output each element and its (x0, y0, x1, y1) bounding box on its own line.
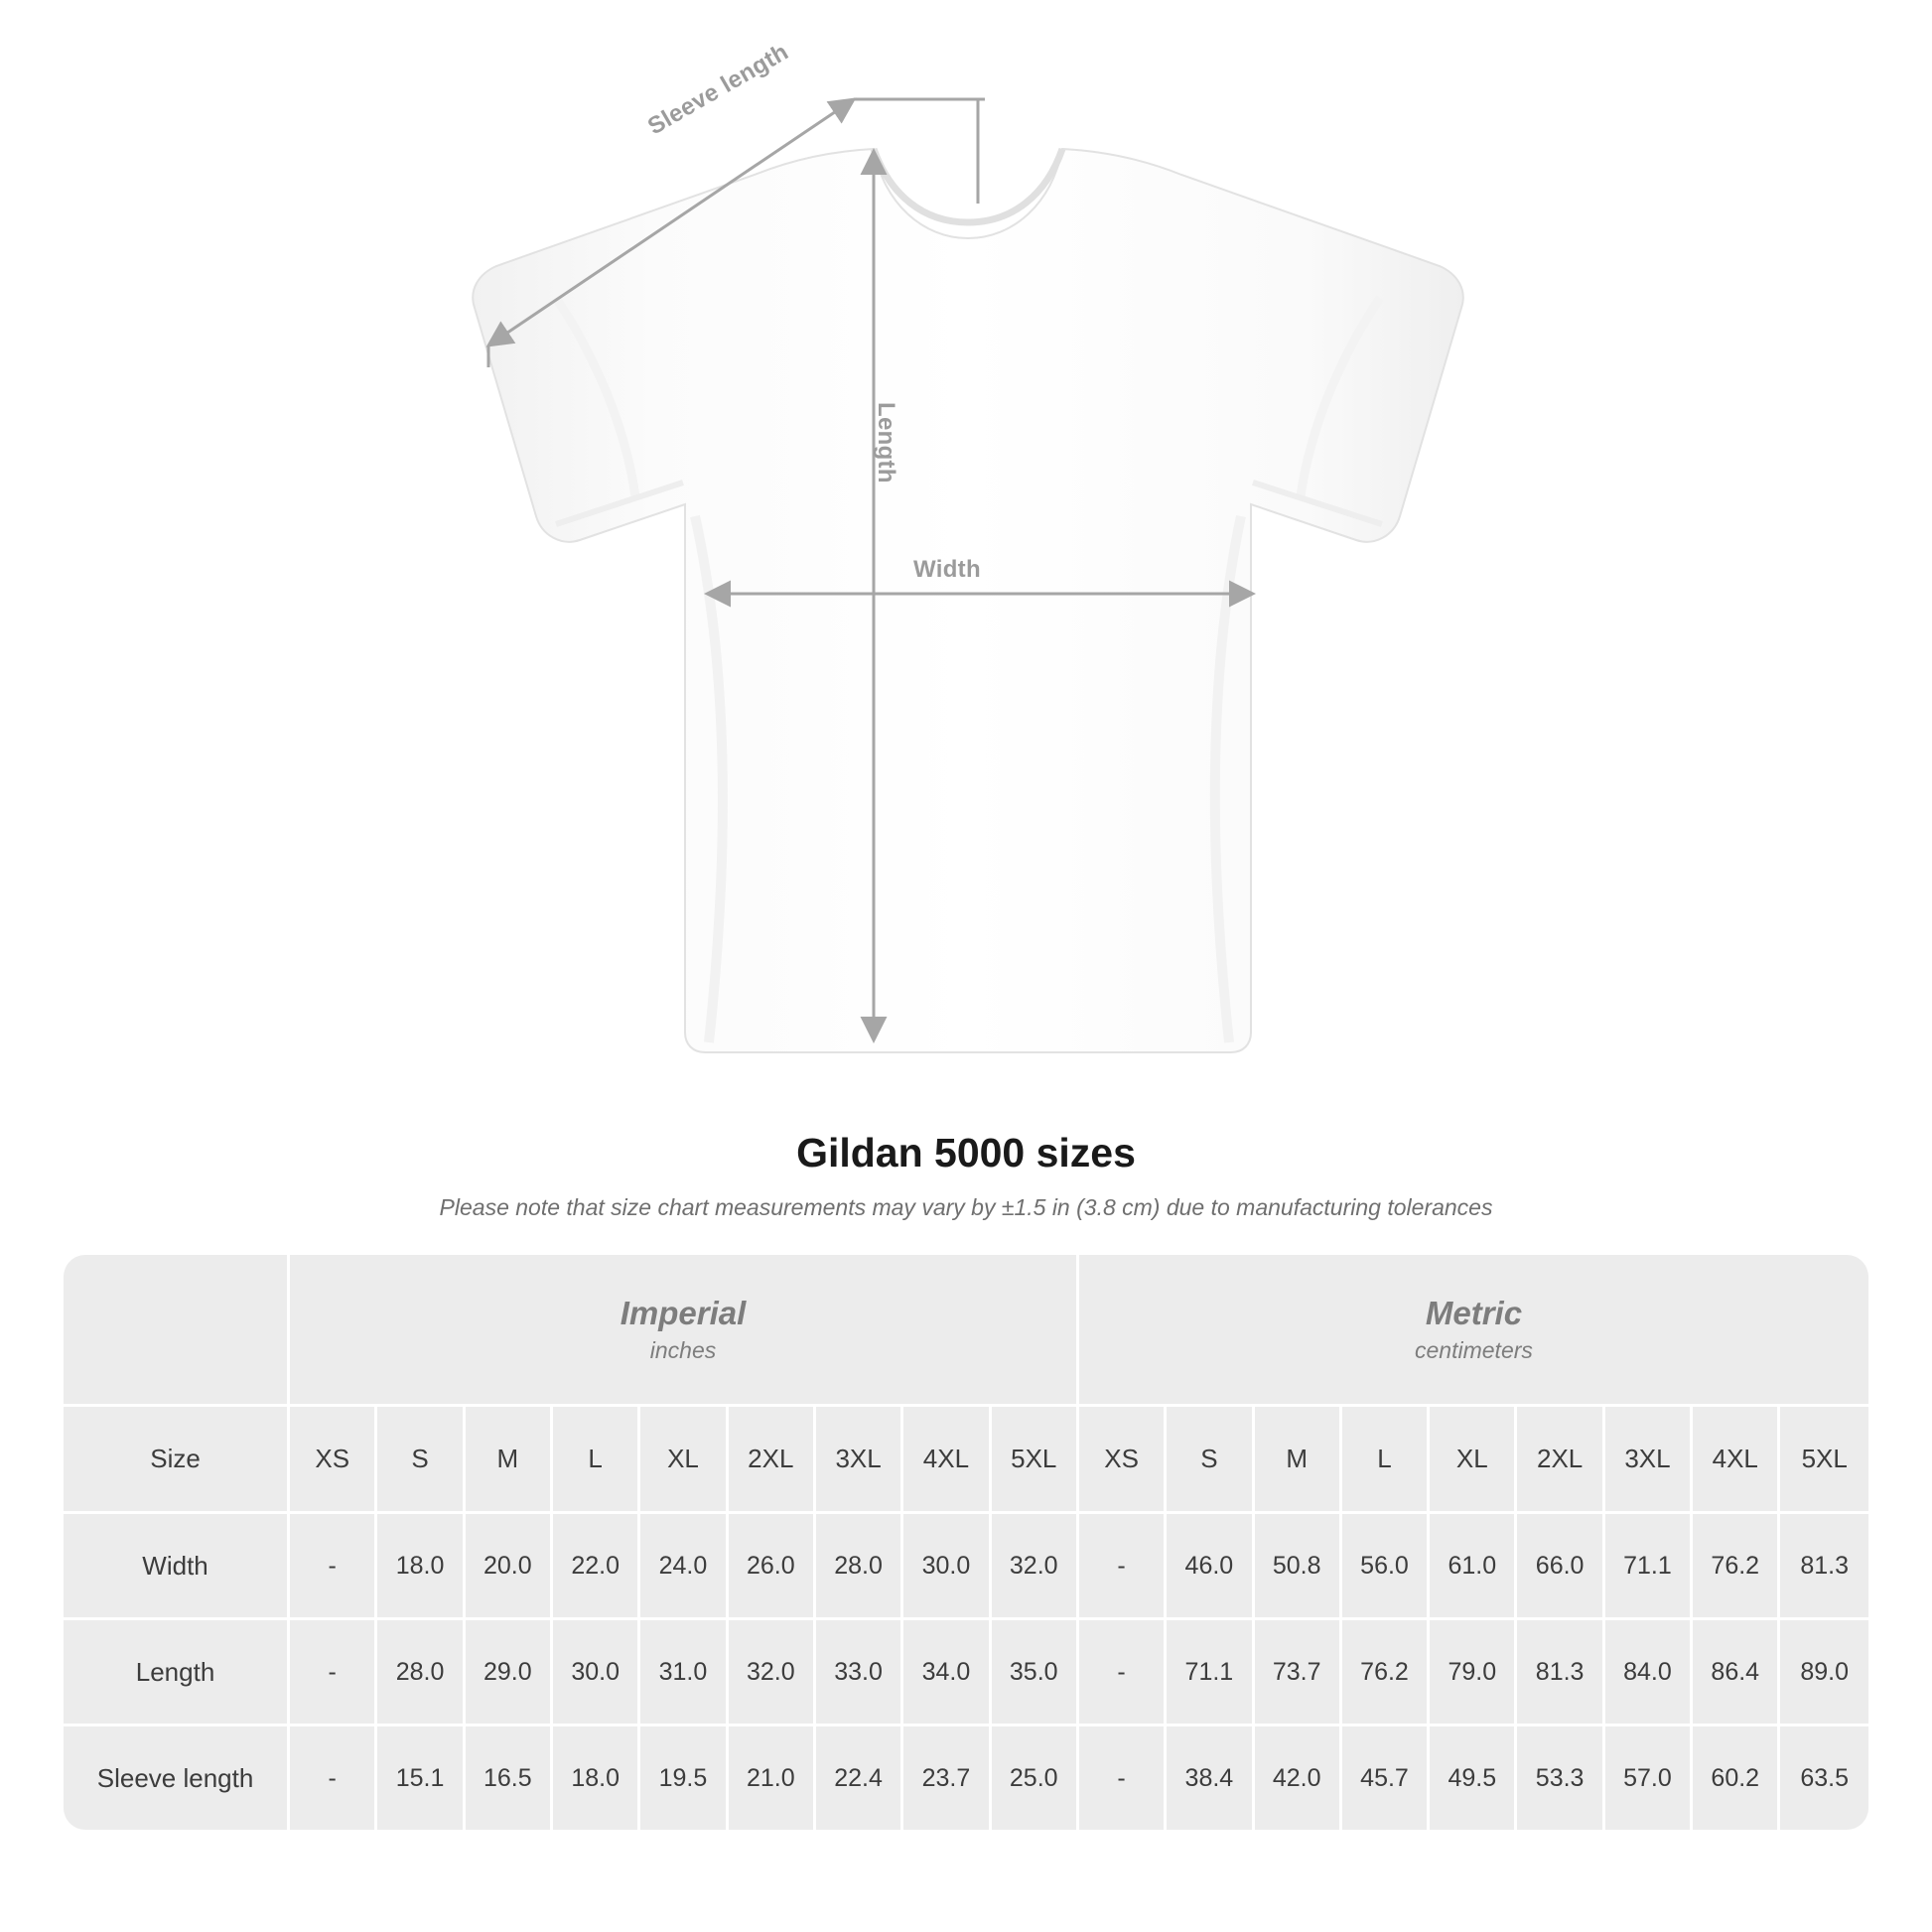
tshirt-shape (473, 149, 1462, 1052)
measurement-cell: 22.0 (553, 1514, 640, 1620)
size-header-cell: L (1342, 1407, 1430, 1514)
measurement-cell: 86.4 (1693, 1620, 1780, 1726)
measurement-cell: 56.0 (1342, 1514, 1430, 1620)
size-header-cell: XS (1079, 1407, 1167, 1514)
size-header-cell: 5XL (1780, 1407, 1868, 1514)
page-title: Gildan 5000 sizes (796, 1130, 1136, 1175)
size-header-cell: 4XL (903, 1407, 991, 1514)
size-header-cell: 3XL (1605, 1407, 1693, 1514)
unit-group-sub: centimeters (1415, 1336, 1533, 1363)
size-header-cell: L (553, 1407, 640, 1514)
measurement-cell: 20.0 (466, 1514, 553, 1620)
measurement-cell: 61.0 (1430, 1514, 1517, 1620)
measurement-cell: - (290, 1514, 377, 1620)
size-chart-table-wrapper (64, 1255, 1868, 1830)
measurement-cell: 71.1 (1167, 1620, 1254, 1726)
width-label: Width (913, 556, 981, 583)
size-header-cell: 2XL (1517, 1407, 1604, 1514)
size-header-cell: M (1255, 1407, 1342, 1514)
measurement-cell: 57.0 (1605, 1726, 1693, 1830)
measurement-cell: 16.5 (466, 1726, 553, 1830)
size-column-header: Size (64, 1407, 290, 1514)
size-header-cell: S (377, 1407, 465, 1514)
size-header-cell: M (466, 1407, 553, 1514)
measurement-cell: - (1079, 1620, 1167, 1726)
measurement-cell: 89.0 (1780, 1620, 1868, 1726)
table-row (64, 1726, 1868, 1830)
measurement-cell: 49.5 (1430, 1726, 1517, 1830)
measurement-cell: 76.2 (1342, 1620, 1430, 1726)
unit-group-header-imperial (290, 1255, 1079, 1407)
measurement-cell: 46.0 (1167, 1514, 1254, 1620)
measurement-cell: 32.0 (992, 1514, 1079, 1620)
measurement-cell: 63.5 (1780, 1726, 1868, 1830)
measurement-cell: 15.1 (377, 1726, 465, 1830)
measurement-cell: 24.0 (640, 1514, 728, 1620)
measurement-cell: 33.0 (816, 1620, 903, 1726)
measurement-cell: 21.0 (729, 1726, 816, 1830)
measurement-cell: 32.0 (729, 1620, 816, 1726)
size-header-cell: XL (1430, 1407, 1517, 1514)
size-header-cell: 3XL (816, 1407, 903, 1514)
size-header-cell: S (1167, 1407, 1254, 1514)
measurement-cell: 22.4 (816, 1726, 903, 1830)
title-block (0, 1130, 1932, 1221)
measurement-cell: 79.0 (1430, 1620, 1517, 1726)
measurement-cell: 19.5 (640, 1726, 728, 1830)
measurement-cell: 30.0 (903, 1514, 991, 1620)
row-header-cell: Length (64, 1620, 290, 1726)
measurement-cell: - (290, 1726, 377, 1830)
unit-group-name: Metric (1425, 1295, 1523, 1332)
unit-header-row (64, 1255, 1868, 1407)
measurement-cell: 50.8 (1255, 1514, 1342, 1620)
size-header-cell: 4XL (1693, 1407, 1780, 1514)
size-header-row (64, 1407, 1868, 1514)
table-row (64, 1514, 1868, 1620)
length-label: Length (873, 402, 899, 483)
unit-group-sub: inches (649, 1336, 717, 1363)
row-header-cell: Sleeve length (64, 1726, 290, 1830)
size-chart-table (64, 1255, 1868, 1830)
measurement-cell: 81.3 (1780, 1514, 1868, 1620)
measurement-cell: - (1079, 1514, 1167, 1620)
unit-group-name: Imperial (620, 1295, 747, 1332)
measurement-cell: - (290, 1620, 377, 1726)
measurement-cell: 28.0 (816, 1514, 903, 1620)
measurement-cell: 84.0 (1605, 1620, 1693, 1726)
measurement-cell: 81.3 (1517, 1620, 1604, 1726)
tolerance-note: Please note that size chart measurements may vary by ±1.5 in (3.8 cm) due to manufacturing tolerances (439, 1194, 1493, 1220)
size-header-cell: XL (640, 1407, 728, 1514)
sleeve-length-label: Sleeve length (643, 38, 793, 141)
measurement-cell: 18.0 (377, 1514, 465, 1620)
measurement-cell: 18.0 (553, 1726, 640, 1830)
measurement-cell: 76.2 (1693, 1514, 1780, 1620)
size-header-cell: XS (290, 1407, 377, 1514)
measurement-cell: - (1079, 1726, 1167, 1830)
measurement-cell: 42.0 (1255, 1726, 1342, 1830)
measurement-cell: 29.0 (466, 1620, 553, 1726)
measurement-cell: 53.3 (1517, 1726, 1604, 1830)
row-header-cell: Width (64, 1514, 290, 1620)
measurement-cell: 30.0 (553, 1620, 640, 1726)
table-row (64, 1620, 1868, 1726)
measurement-cell: 45.7 (1342, 1726, 1430, 1830)
measurement-cell: 28.0 (377, 1620, 465, 1726)
measurement-cell: 35.0 (992, 1620, 1079, 1726)
measurement-cell: 71.1 (1605, 1514, 1693, 1620)
measurement-cell: 31.0 (640, 1620, 728, 1726)
size-header-cell: 2XL (729, 1407, 816, 1514)
measurement-cell: 25.0 (992, 1726, 1079, 1830)
measurement-cell: 26.0 (729, 1514, 816, 1620)
measurement-cell: 38.4 (1167, 1726, 1254, 1830)
size-header-cell: 5XL (992, 1407, 1079, 1514)
measurement-cell: 23.7 (903, 1726, 991, 1830)
unit-group-header-metric (1079, 1255, 1868, 1407)
measurement-cell: 66.0 (1517, 1514, 1604, 1620)
measurement-cell: 34.0 (903, 1620, 991, 1726)
table-corner-cell (64, 1255, 290, 1407)
measurement-cell: 73.7 (1255, 1620, 1342, 1726)
measurement-cell: 60.2 (1693, 1726, 1780, 1830)
